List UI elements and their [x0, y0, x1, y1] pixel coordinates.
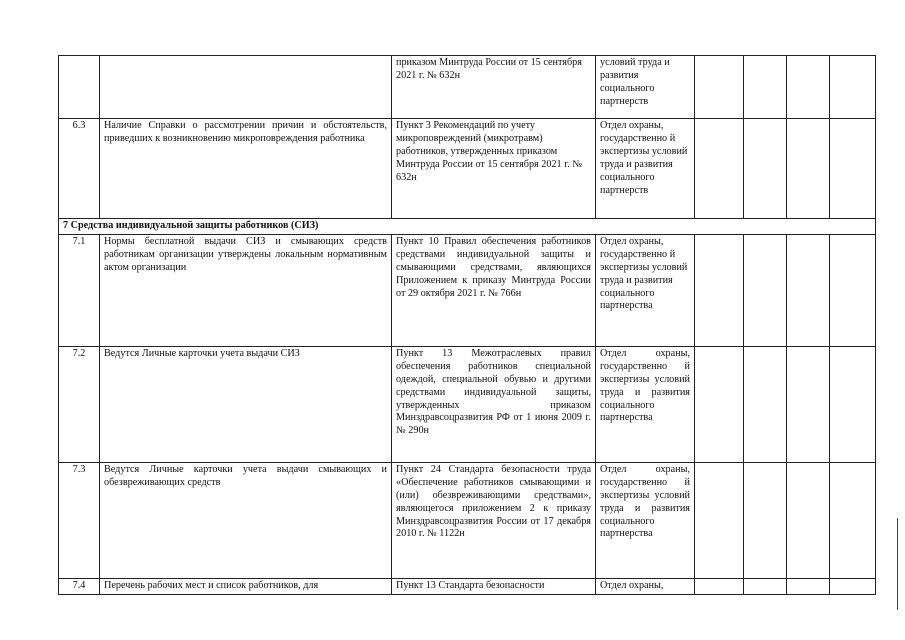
table-row: [59, 234, 876, 346]
legal-basis: приказом Минтруда России от 15 сентября 2021 г. № 632н: [392, 56, 596, 119]
empty-cell: [695, 56, 744, 119]
table-row: [59, 56, 876, 119]
empty-cell: [830, 462, 876, 578]
empty-cell: [830, 56, 876, 119]
empty-cell: [830, 234, 876, 346]
legal-basis: Пункт 13 Межотраслевых правил обеспечения работников специальной одеждой, специальной обувью и другими средствами индивидуальной защиты, утвержденных приказом Минздравсоцразвития РФ от 1 июня 2009 г. № 290н: [392, 346, 596, 462]
row-number: 7.2: [59, 346, 100, 462]
row-number: [59, 56, 100, 119]
row-number: 7.1: [59, 234, 100, 346]
empty-cell: [787, 462, 830, 578]
empty-cell: [830, 346, 876, 462]
responsible-department: Отдел охраны, государственно й экспертизы условий труда и развития социального партнерства: [596, 234, 695, 346]
responsible-department: Отдел охраны, государственно й экспертизы условий труда и развития социального партнерства: [596, 346, 695, 462]
empty-cell: [787, 346, 830, 462]
table-body: [59, 56, 876, 595]
row-number: 6.3: [59, 119, 100, 219]
requirement-text: [100, 56, 392, 119]
scan-edge-line: [897, 518, 898, 610]
empty-cell: [695, 234, 744, 346]
empty-cell: [744, 119, 787, 219]
empty-cell: [830, 119, 876, 219]
row-number: 7.4: [59, 578, 100, 594]
empty-cell: [695, 346, 744, 462]
checklist-table: [58, 55, 876, 595]
responsible-department: условий труда и развития социального партнерств: [596, 56, 695, 119]
empty-cell: [744, 346, 787, 462]
row-number: 7.3: [59, 462, 100, 578]
table-row: [59, 119, 876, 219]
empty-cell: [787, 578, 830, 594]
legal-basis: Пункт 3 Рекомендаций по учету микроповреждений (микротравм) работников, утвержденных приказом Минтруда России от 15 сентября 2021 г. № 632н: [392, 119, 596, 219]
empty-cell: [744, 462, 787, 578]
responsible-department: Отдел охраны,: [596, 578, 695, 594]
legal-basis: Пункт 24 Стандарта безопасности труда «Обеспечение работников смывающими и (или) обезвреживающими средствами», являющегося приложением 2 к приказу Минздравсоцразвития России от 17 декабря 2010 г. № 1122н: [392, 462, 596, 578]
empty-cell: [744, 56, 787, 119]
requirement-text: Перечень рабочих мест и список работников, для: [100, 578, 392, 594]
empty-cell: [830, 578, 876, 594]
requirement-text: Наличие Справки о рассмотрении причин и обстоятельств, приведших к возникновению микроповреждения работника: [100, 119, 392, 219]
table-row: [59, 578, 876, 594]
table-row: [59, 462, 876, 578]
legal-basis: Пункт 13 Стандарта безопасности: [392, 578, 596, 594]
empty-cell: [787, 56, 830, 119]
empty-cell: [744, 234, 787, 346]
responsible-department: Отдел охраны, государственно й экспертизы условий труда и развития социального партнерства: [596, 462, 695, 578]
empty-cell: [787, 119, 830, 219]
requirement-text: Нормы бесплатной выдачи СИЗ и смывающих средств работникам организации утверждены локальным нормативным актом организации: [100, 234, 392, 346]
legal-basis: Пункт 10 Правил обеспечения работников средствами индивидуальной защиты и смывающими средствами, являющихся Приложением к приказу Минтруда России от 29 октября 2021 г. № 766н: [392, 234, 596, 346]
table-row: [59, 346, 876, 462]
responsible-department: Отдел охраны, государственно й экспертизы условий труда и развития социального партнерств: [596, 119, 695, 219]
requirement-text: Ведутся Личные карточки учета выдачи СИЗ: [100, 346, 392, 462]
empty-cell: [744, 578, 787, 594]
empty-cell: [695, 462, 744, 578]
empty-cell: [695, 578, 744, 594]
empty-cell: [787, 234, 830, 346]
section-row: [59, 219, 876, 235]
empty-cell: [695, 119, 744, 219]
section-title: 7 Средства индивидуальной защиты работников (СИЗ): [59, 219, 876, 235]
requirement-text: Ведутся Личные карточки учета выдачи смывающих и обезвреживающих средств: [100, 462, 392, 578]
